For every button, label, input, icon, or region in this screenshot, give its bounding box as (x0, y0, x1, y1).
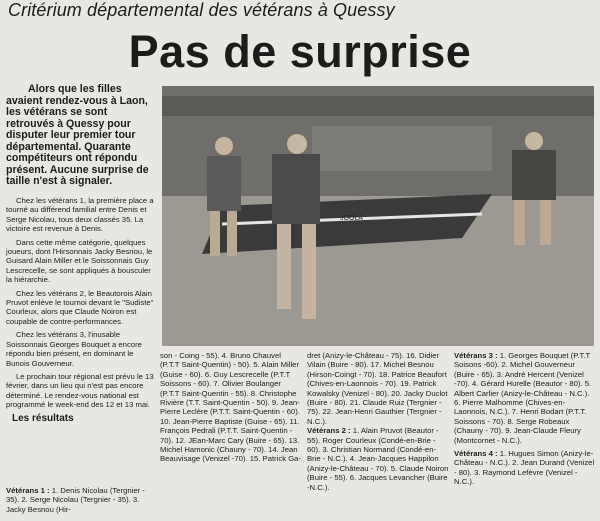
body-paragraph: Chez les vétérans 3, l'inusable Soissonnais Georges Bouquet a encore répondu bien présent, en dominant le Bunois Gouverneur. (6, 330, 142, 368)
results-entry (6, 486, 156, 514)
results-entry (160, 351, 302, 464)
body-paragraph: Chez les vétérans 1, la première place a tourné au différend familial entre Denis et Serge Nicolau, tous deux classés 35. La victoire est revenue à Denis. (6, 196, 154, 234)
photo-banner-text: JOOLA (340, 215, 363, 222)
results-entry (454, 449, 596, 487)
results-text-cont: dret (Anizy-le-Château - 75). 16. Didier Vilain (Buire - 80). 17. Michel Besnou (Hirson-Coingt - 70). 18. Patrice Beaufort (Chives-en-Laonnois - 70). 19. Patrick Kowalsky (Venizel - 80). 20. Jacky Duclot (Buire - 80). 21. Claude Ruiz (Tergnier - 75). 22. Jean-Henri Gauthier (Tergnier - N.C.). (307, 351, 448, 426)
results-category: Vétérans 3 : (454, 351, 498, 360)
results-text-cont: son - Coing - 55). 4. Bruno Chauvel (P.T.T Saint-Quentin) - 50). 5. Alain Miller (Guise - 60). 6. Guy Lescrecelle (P.T.T Soissons - 60). 7. Olivier Boulanger (P.T.T Saint-Quentin - 55). 8. Christophe Rivière (T.T. Saint-Quentin - 50). 9. Jean-Pierre Leclère (P.T.T. Saint-Quentin - 60). 10. Jean-Pierre Baptiste (Guise - 65). 11. François Pedrali (P.T.T. Saint-Quentin - 70). 12. JEan-Marc Cary (Buire - 65). 13. Michel Hamonic (Chauny - 70). 14. Jean Beauvisage (Venizel -70). 15. Patrick Ga- (160, 351, 302, 464)
results-column-3 (307, 351, 449, 492)
lead-paragraph: Alors que les filles avaient rendez-vous à Laon, les vétérans se sont retrouvés à Quessy pour disputer leur premier tour départemental. Quarante compétiteurs ont répondu présent. Aucune surprise de taille n'est à signaler. (6, 83, 149, 187)
article-lead (6, 84, 156, 188)
results-category: Vétérans 1 : (6, 486, 50, 495)
photo-window (312, 126, 492, 171)
results-text: 1. Hugues Simon (Anizy-le-Château - N.C.). 2. Jean Durand (Venizel - 80). 3. Raymond Lefèvre (Venizel - N.C.). (454, 449, 595, 487)
results-category: Vétérans 4 : (454, 449, 498, 459)
body-paragraph: Le prochain tour régional est prévu le 13 février, dans un lieu qui n'est pas encore déterminé. Le rendez-vous national est programmé le week-end des 12 et 13 mai. (6, 371, 154, 410)
article-headline: Pas de surprise (128, 26, 472, 77)
table-tennis-photo (162, 86, 594, 346)
results-column-2 (160, 351, 302, 464)
results-entry (307, 426, 449, 492)
body-paragraph: Dans cette même catégorie, quelques joueurs, dont l'Hirsonnais Jacky Besnou, le Guisard Alain Miller et le Soissonnais Guy Lescrecelle, se sont appliqués à bousculer la hiérarchie. (6, 237, 153, 285)
results-category: Vétérans 2 : (307, 426, 351, 436)
photo-wall-stripe (162, 96, 594, 116)
results-column-1 (6, 486, 156, 514)
article-photo (162, 86, 594, 346)
results-text: 1. Denis Nicolau (Tergnier - 35). 2. Serge Nicolau (Tergnier - 35). 3. Jacky Besnou (Hir- (6, 486, 145, 514)
article-kicker: Critérium départemental des vétérans à Quessy (8, 0, 395, 20)
results-heading: Les résultats (12, 412, 74, 424)
results-text: 1. Alain Pruvot (Beautor - 55). Roger Courleux (Condé-en-Brie - 60). 3. Christian Normand (Condé-en-Brie - N.C.). 4. Jean-Jacques Happilon (Anizy-le-Château - 70). 5. Claude Noiron (Buire - 55). 6. Jacques Levancher (Buire -N.C.). (307, 426, 449, 492)
results-column-4 (454, 351, 596, 487)
results-entry (307, 351, 449, 426)
results-text: 1. Georges Bouquet (P.T.T Soisons -60). 2. Michel Gouverneur (Buire - 65). 3. André Hercent (Venizel -70). 4. Gérard Hurelle (Beautor - 80). 5. Albert Carlier (Anizy-le-Château - N.C.). 6. Pierre Malhomme (Chives-en-Laonnois, N.C.). 7. Henri Bodart (P.T.T. Soissons - 70). 8. Serge Robeaux (Chauny - 70). 9. Jean-Claude Fleury (Montcornet - N.C.). (454, 351, 592, 445)
results-entry (454, 351, 596, 445)
article-body (6, 196, 156, 427)
body-paragraph: Chez les vétérans 2, le Beautorois Alain Pruvot enlève le tournoi devant le "Sudiste" Courleux, alors que Claude Noiron est coupable de contre-performances. (6, 288, 154, 326)
